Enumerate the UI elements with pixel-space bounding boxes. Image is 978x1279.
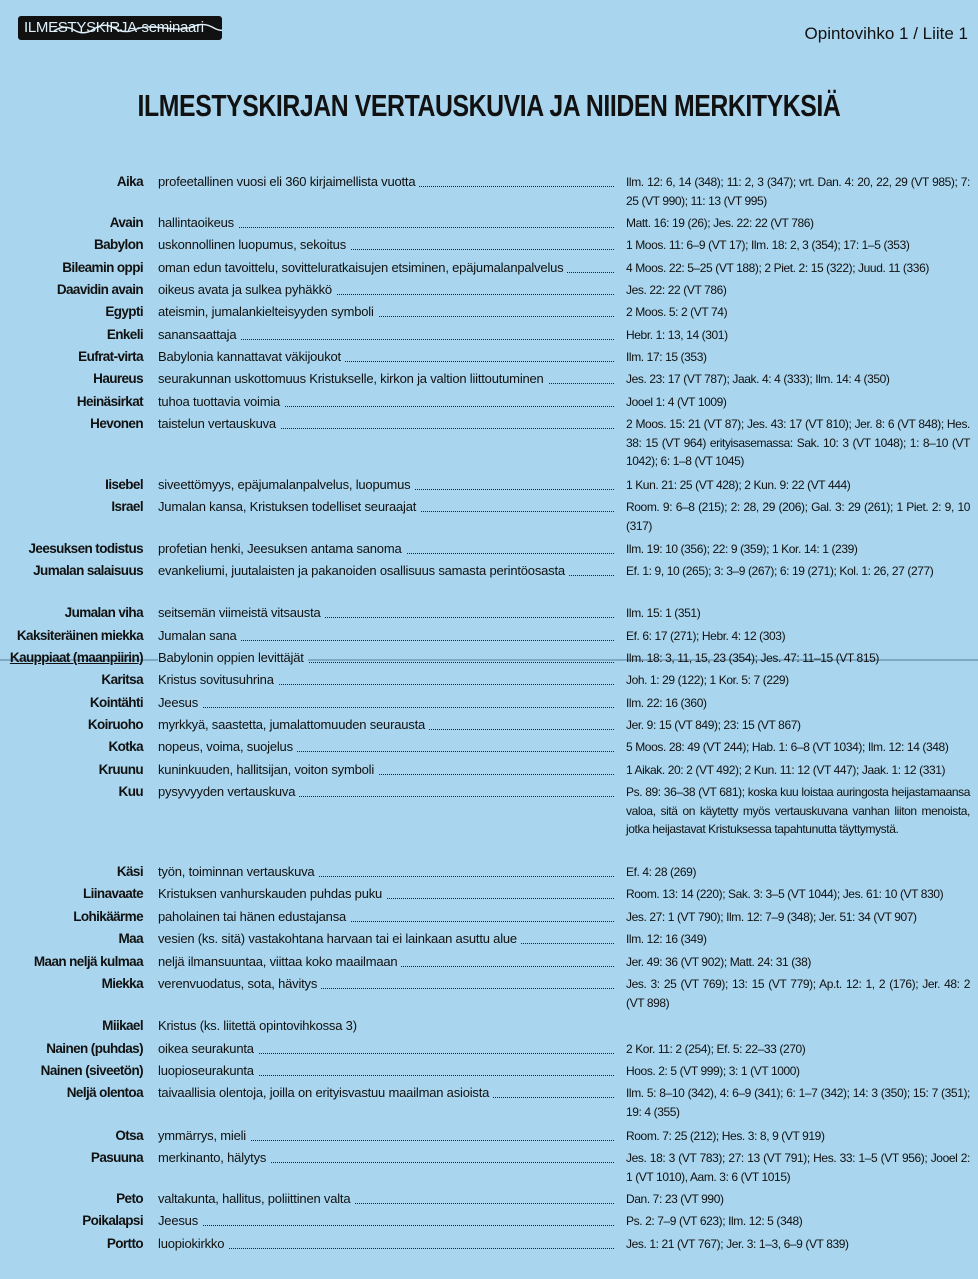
entry-meaning: [158, 908, 614, 926]
entry-meaning: [158, 1084, 614, 1102]
entry-term: Poikalapsi: [82, 1213, 143, 1228]
entry-meaning-text: profeetallinen vuosi eli 360 kirjaimellista vuotta: [158, 174, 419, 189]
entry-references: Ef. 1: 9, 10 (265); 3: 3–9 (267); 6: 19 (271); Kol. 1: 26, 27 (277): [626, 564, 934, 578]
entry-references: Jes. 3: 25 (VT 769); 13: 15 (VT 779); Ap.t. 12: 1, 2 (176); Jer. 48: 2 (VT 898): [626, 977, 970, 1010]
entry-meaning-text: verenvuodatus, sota, hävitys: [158, 976, 321, 991]
entry-references: Ilm. 15: 1 (351): [626, 606, 701, 620]
page-title: ILMESTYSKIRJAN VERTAUSKUVIA JA NIIDEN MERKITYKSIÄ: [137, 88, 841, 123]
entry-term: Eufrat-virta: [78, 349, 143, 364]
entry-meaning: [158, 326, 614, 344]
entry-term: Jumalan salaisuus: [33, 563, 143, 578]
entry-references: 1 Moos. 11: 6–9 (VT 17); Ilm. 18: 2, 3 (354); 17: 1–5 (353): [626, 238, 910, 252]
entry-term: Käsi: [116, 864, 143, 879]
entry-meaning: [158, 562, 614, 580]
entry-meaning: [158, 1149, 614, 1167]
entry-meaning: [158, 1017, 614, 1035]
entry-meaning-text: Kristus (ks. liitettä opintovihkossa 3): [158, 1018, 361, 1033]
entry-term: Neljä olentoa: [66, 1085, 143, 1100]
entry-meaning-text: seitsemän viimeistä vitsausta: [158, 605, 325, 620]
entry-references: Jes. 22: 22 (VT 786): [626, 283, 727, 297]
entry-references: Jes. 23: 17 (VT 787); Jaak. 4: 4 (333); Ilm. 14: 4 (350): [626, 372, 890, 386]
entry-references: Ilm. 17: 15 (353): [626, 350, 707, 364]
entry-meaning: [158, 259, 614, 277]
entry-references: Ilm. 12: 6, 14 (348); 11: 2, 3 (347); vrt. Dan. 4: 20, 22, 29 (VT 985); 7: 25 (VT 990); 11: 13 (VT 995): [626, 175, 970, 208]
entry-meaning: [158, 671, 614, 689]
entry-term: Aika: [116, 174, 143, 189]
entry-references: Ilm. 19: 10 (356); 22: 9 (359); 1 Kor. 14: 1 (239): [626, 542, 858, 556]
entry-term: Israel: [111, 499, 143, 514]
entry-meaning: [158, 649, 614, 667]
entry-meaning: [158, 953, 614, 971]
entry-meaning-text: taistelun vertauskuva: [158, 416, 280, 431]
entry-meaning: [158, 885, 614, 903]
entry-meaning-text: neljä ilmansuuntaa, viittaa koko maailmaan: [158, 954, 401, 969]
badge-label: ILMESTYSKIRJA-seminaari: [24, 19, 204, 36]
entry-term: Kotka: [108, 739, 143, 754]
entry-meaning: [158, 1062, 614, 1080]
entry-term: Miekka: [101, 976, 143, 991]
entry-meaning-text: sanansaattaja: [158, 327, 240, 342]
entry-term: Peto: [116, 1191, 143, 1206]
entry-references: 2 Kor. 11: 2 (254); Ef. 5: 22–33 (270): [626, 1042, 806, 1056]
entry-term: Kointähti: [89, 695, 143, 710]
entry-term: Nainen (siveetön): [40, 1063, 143, 1078]
leader-dots: [158, 1225, 614, 1226]
entry-meaning: [158, 476, 614, 494]
entry-meaning: [158, 393, 614, 411]
entry-term: Kaksiteräinen miekka: [16, 628, 143, 643]
entry-term: Koiruoho: [87, 717, 143, 732]
entry-meaning-text: nopeus, voima, suojelus: [158, 739, 297, 754]
entry-meaning-text: Jeesus: [158, 1213, 202, 1228]
entry-references: 2 Moos. 5: 2 (VT 74): [626, 305, 728, 319]
entry-meaning: [158, 281, 614, 299]
entry-meaning-text: oikeus avata ja sulkea pyhäkkö: [158, 282, 336, 297]
entry-term: Lohikäärme: [73, 909, 143, 924]
entry-references: Jer. 9: 15 (VT 849); 23: 15 (VT 867): [626, 718, 801, 732]
entry-meaning-text: evankeliumi, juutalaisten ja pakanoiden osallisuus samasta perintöosasta: [158, 563, 569, 578]
entry-term: Jumalan viha: [64, 605, 143, 620]
entry-term: Heinäsirkat: [76, 394, 143, 409]
entry-references: Ps. 2: 7–9 (VT 623); Ilm. 12: 5 (348): [626, 1214, 803, 1228]
entry-meaning: [158, 1212, 614, 1230]
entry-meaning-text: Jeesus: [158, 695, 202, 710]
entry-term: Karitsa: [101, 672, 143, 687]
entry-meaning-text: oikea seurakunta: [158, 1041, 258, 1056]
entry-references: Dan. 7: 23 (VT 990): [626, 1192, 724, 1206]
decorative-squiggle-icon: [52, 22, 222, 34]
entry-meaning: [158, 716, 614, 734]
entry-meaning: [158, 1190, 614, 1208]
entry-term: Kauppiaat (maanpiirin): [9, 650, 143, 665]
entry-meaning: [158, 863, 614, 881]
entry-references: Hebr. 1: 13, 14 (301): [626, 328, 728, 342]
entry-meaning: [158, 370, 614, 388]
entry-term: Iisebel: [105, 477, 143, 492]
entry-term: Haureus: [93, 371, 143, 386]
entry-references: 5 Moos. 28: 49 (VT 244); Hab. 1: 6–8 (VT 1034); Ilm. 12: 14 (348): [626, 740, 949, 754]
entry-term: Miikael: [102, 1018, 143, 1033]
entry-references: Jer. 49: 36 (VT 902); Matt. 24: 31 (38): [626, 955, 811, 969]
entry-references: Ilm. 12: 16 (349): [626, 932, 707, 946]
entry-references: Ilm. 22: 16 (360): [626, 696, 707, 710]
entry-term: Daavidin avain: [56, 282, 143, 297]
entry-meaning: [158, 303, 614, 321]
entry-meaning-text: oman edun tavoittelu, sovitteluratkaisujen etsiminen, epäjumalanpalvelus: [158, 260, 567, 275]
entry-meaning-text: taivaallisia olentoja, joilla on erityisvastuu maailman asioista: [158, 1085, 493, 1100]
entry-meaning-text: Babylonin oppien levittäjät: [158, 650, 308, 665]
entry-meaning: [158, 173, 614, 191]
entry-meaning: [158, 1127, 614, 1145]
entry-meaning: [158, 540, 614, 558]
entry-meaning: [158, 783, 614, 801]
entry-meaning-text: Jumalan kansa, Kristuksen todelliset seuraajat: [158, 499, 420, 514]
entry-meaning: [158, 761, 614, 779]
entry-meaning-text: seurakunnan uskottomuus Kristukselle, kirkon ja valtion liittoutuminen: [158, 371, 548, 386]
entry-references: Joh. 1: 29 (122); 1 Kor. 5: 7 (229): [626, 673, 789, 687]
entry-meaning: [158, 1040, 614, 1058]
seminar-badge: [18, 16, 222, 40]
entry-meaning: [158, 627, 614, 645]
entry-meaning: [158, 236, 614, 254]
entry-references: Jes. 18: 3 (VT 783); 27: 13 (VT 791); Hes. 33: 1–5 (VT 956); Jooel 2: 1 (VT 1010), Aam. 3: 6 (VT 1015): [626, 1151, 970, 1184]
entry-meaning-text: Kristus sovitusuhrina: [158, 672, 278, 687]
entry-references: Matt. 16: 19 (26); Jes. 22: 22 (VT 786): [626, 216, 814, 230]
entry-term: Kuu: [118, 784, 143, 799]
entry-meaning: [158, 214, 614, 232]
entry-meaning-text: kuninkuuden, hallitsijan, voiton symboli: [158, 762, 378, 777]
entry-references: Jes. 27: 1 (VT 790); Ilm. 12: 7–9 (348); Jer. 51: 34 (VT 907): [626, 910, 917, 924]
entry-meaning-text: luopiokirkko: [158, 1236, 228, 1251]
entry-references: Room. 9: 6–8 (215); 2: 28, 29 (206); Gal. 3: 29 (261); 1 Piet. 2: 9, 10 (317): [626, 500, 970, 533]
entry-references: 2 Moos. 15: 21 (VT 87); Jes. 43: 17 (VT 810); Jer. 8: 6 (VT 848); Hes. 38: 15 (VT 964) erityisasemassa: Sak. 10: 3 (VT 1048); 1: 8–10 (VT 1042); 6: 1–8 (VT 1045): [626, 417, 970, 468]
entry-meaning: [158, 348, 614, 366]
entry-references: Jes. 1: 21 (VT 767); Jer. 3: 1–3, 6–9 (VT 839): [626, 1237, 849, 1251]
entry-meaning: [158, 975, 614, 993]
entry-meaning-text: paholainen tai hänen edustajansa: [158, 909, 350, 924]
entry-meaning: [158, 1235, 614, 1253]
entry-meaning: [158, 498, 614, 516]
entry-references: 1 Aikak. 20: 2 (VT 492); 2 Kun. 11: 12 (VT 447); Jaak. 1: 12 (331): [626, 763, 946, 777]
entry-term: Hevonen: [90, 416, 143, 431]
entry-references: Room. 7: 25 (212); Hes. 3: 8, 9 (VT 919): [626, 1129, 825, 1143]
entry-meaning: [158, 930, 614, 948]
entry-references: Hoos. 2: 5 (VT 999); 3: 1 (VT 1000): [626, 1064, 800, 1078]
entry-meaning: [158, 738, 614, 756]
series-label: Opintovihko 1 / Liite 1: [804, 24, 968, 43]
entry-meaning-text: siveettömyys, epäjumalanpalvelus, luopumus: [158, 477, 414, 492]
entry-term: Pasuuna: [90, 1150, 143, 1165]
entry-meaning-text: vesien (ks. sitä) vastakohtana harvaan tai ei lainkaan asuttu alue: [158, 931, 521, 946]
entry-meaning-text: tuhoa tuottavia voimia: [158, 394, 284, 409]
entry-meaning-text: merkinanto, hälytys: [158, 1150, 270, 1165]
entry-meaning: [158, 604, 614, 622]
entry-references: Ps. 89: 36–38 (VT 681); koska kuu loistaa auringosta heijastamaansa valoa, sitä on käytetty myös vertauskuvana vanhan liiton menoista, jotka heijastavat Kristuksessa tapahtunutta täyttymystä.: [626, 785, 970, 836]
entry-meaning-text: Kristuksen vanhurskauden puhdas puku: [158, 886, 386, 901]
entry-references: Ilm. 5: 8–10 (342), 4: 6–9 (341); 6: 1–7 (342); 14: 3 (350); 15: 7 (351); 19: 4 (355): [626, 1086, 970, 1119]
entry-term: Bileamin oppi: [62, 260, 143, 275]
leader-dots: [158, 707, 614, 708]
entry-references: 1 Kun. 21: 25 (VT 428); 2 Kun. 9: 22 (VT 444): [626, 478, 851, 492]
entry-term: Nainen (puhdas): [46, 1041, 143, 1056]
entry-references: 4 Moos. 22: 5–25 (VT 188); 2 Piet. 2: 15 (322); Juud. 11 (336): [626, 261, 929, 275]
entry-meaning-text: Jumalan sana: [158, 628, 241, 643]
entry-references: Jooel 1: 4 (VT 1009): [626, 395, 727, 409]
entry-references: Ef. 4: 28 (269): [626, 865, 697, 879]
entry-term: Egypti: [105, 304, 143, 319]
entry-term: Babylon: [93, 237, 143, 252]
entry-meaning-text: luopioseurakunta: [158, 1063, 258, 1078]
entry-meaning-text: työn, toiminnan vertauskuva: [158, 864, 318, 879]
entry-meaning: [158, 415, 614, 433]
entry-meaning-text: ateismin, jumalankielteisyyden symboli: [158, 304, 378, 319]
entry-meaning: [158, 694, 614, 712]
entry-term: Kruunu: [98, 762, 143, 777]
entry-references: Ilm. 18: 3, 11, 15, 23 (354); Jes. 47: 11–15 (VT 815): [626, 651, 879, 665]
entry-term: Maan neljä kulmaa: [33, 954, 143, 969]
entry-term: Portto: [106, 1236, 143, 1251]
entry-term: Jeesuksen todistus: [28, 541, 143, 556]
entry-references: Room. 13: 14 (220); Sak. 3: 3–5 (VT 1044); Jes. 61: 10 (VT 830): [626, 887, 944, 901]
entry-meaning-text: valtakunta, hallitus, poliittinen valta: [158, 1191, 354, 1206]
entry-references: Ef. 6: 17 (271); Hebr. 4: 12 (303): [626, 629, 786, 643]
entry-meaning-text: uskonnollinen luopumus, sekoitus: [158, 237, 350, 252]
entry-meaning-text: ymmärrys, mieli: [158, 1128, 250, 1143]
entry-term: Liinavaate: [82, 886, 143, 901]
entry-term: Maa: [118, 931, 143, 946]
entry-meaning-text: hallintaoikeus: [158, 215, 238, 230]
entry-meaning-text: myrkkyä, saastetta, jumalattomuuden seurausta: [158, 717, 429, 732]
entry-meaning-text: profetian henki, Jeesuksen antama sanoma: [158, 541, 406, 556]
entry-term: Enkeli: [106, 327, 143, 342]
entry-term: Otsa: [115, 1128, 143, 1143]
entry-term: Avain: [109, 215, 143, 230]
entry-meaning-text: pysyvyyden vertauskuva: [158, 784, 299, 799]
entry-meaning-text: Babylonia kannattavat väkijoukot: [158, 349, 345, 364]
